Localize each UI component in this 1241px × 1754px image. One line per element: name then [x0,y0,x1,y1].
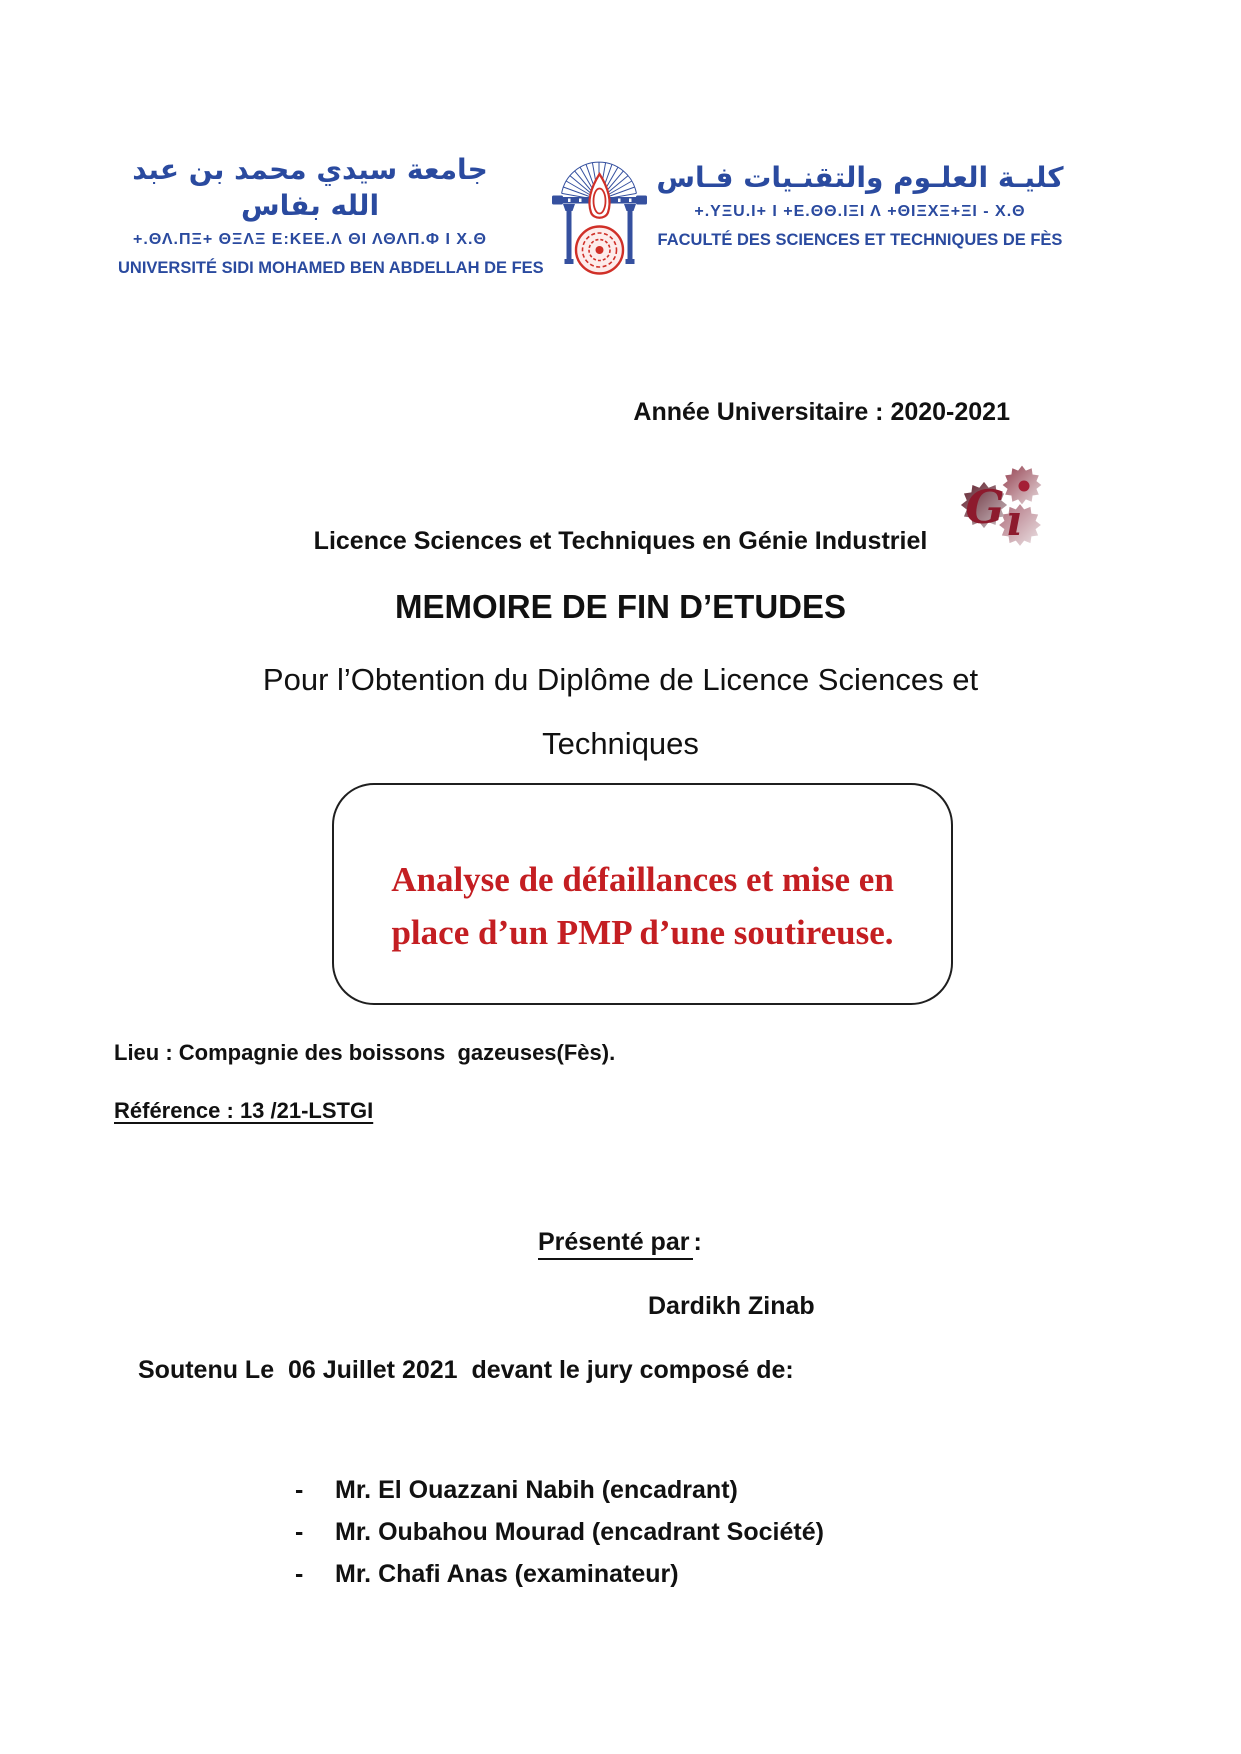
lamp-ornament-icon [576,174,623,274]
university-name-arabic: جامعة سيدي محمد بن عبد الله بفاس [132,153,488,222]
university-block [118,152,544,278]
jury-member-row [295,1560,824,1602]
jury-list [295,1476,824,1602]
emblem-icon [552,140,647,280]
gi-letter-i: ı [1006,496,1022,545]
thesis-title-line-1: Analyse de défaillances et mise en [391,860,894,899]
purpose-line-2: Techniques [542,726,699,761]
thesis-title-line-2: place d’un PMP d’une soutireuse. [391,913,894,952]
purpose-line-1: Pour l’Obtention du Diplôme de Licence Sciences et [262,662,979,697]
faculty-name-tifinagh: +.ΥΞU.Ι+ Ι +Ε.ΘΘ.ΙΞΙ Λ +ΘΙΞΧΞ+ΞΙ - Χ.Θ [694,203,1026,220]
document-type-title: MEMOIRE DE FIN D’ETUDES [394,588,847,625]
presented-by-colon: : [693,1228,702,1256]
faculty-name-arabic: كليـة العلـوم والتقنـيات فـاس [656,161,1064,194]
gi-letter-g: G [965,480,1005,534]
jury-member-name: Mr. Chafi Anas (examinateur) [335,1560,679,1588]
thesis-title [391,853,894,959]
location-line: Lieu : Compagnie des boissons gazeuses(Fès). [114,1040,616,1065]
candidate-name: Dardikh Zinab [648,1292,815,1320]
jury-member-row [295,1518,824,1560]
jury-member-row [295,1476,824,1518]
jury-dash: - [295,1560,304,1588]
jury-dash: - [295,1518,304,1546]
faculty-name-french: FACULTÉ DES SCIENCES ET TECHNIQUES DE FÈS [657,231,1063,249]
thesis-title-box [332,783,953,1005]
defense-line: Soutenu Le 06 Juillet 2021 devant le jury composé de: [138,1356,794,1384]
jury-dash: - [295,1476,304,1504]
presented-by-heading [538,1228,702,1257]
presented-by-label: Présenté par [538,1228,693,1260]
faculty-block [650,160,1070,250]
university-name-tifinagh: +.ΘΛ.ΠΞ+ ΘΞΛΞ Ε:ΚΕΕ.Λ ΘΙ ΛΘΛΠ.Φ Ι Χ.Θ [133,231,487,248]
jury-member-name: Mr. Oubahou Mourad (encadrant Société) [335,1518,824,1546]
jury-member-name: Mr. El Ouazzani Nabih (encadrant) [335,1476,738,1504]
program-name: Licence Sciences et Techniques en Génie Industriel [313,527,928,555]
reference-line: Référence : 13 /21-LSTGI [114,1098,374,1123]
gi-dot-icon [1019,481,1030,492]
university-emblem-logo [552,140,647,285]
university-name-french: UNIVERSITÉ SIDI MOHAMED BEN ABDELLAH DE FES [118,259,544,277]
academic-year: Année Universitaire : 2020-2021 [633,398,1010,426]
